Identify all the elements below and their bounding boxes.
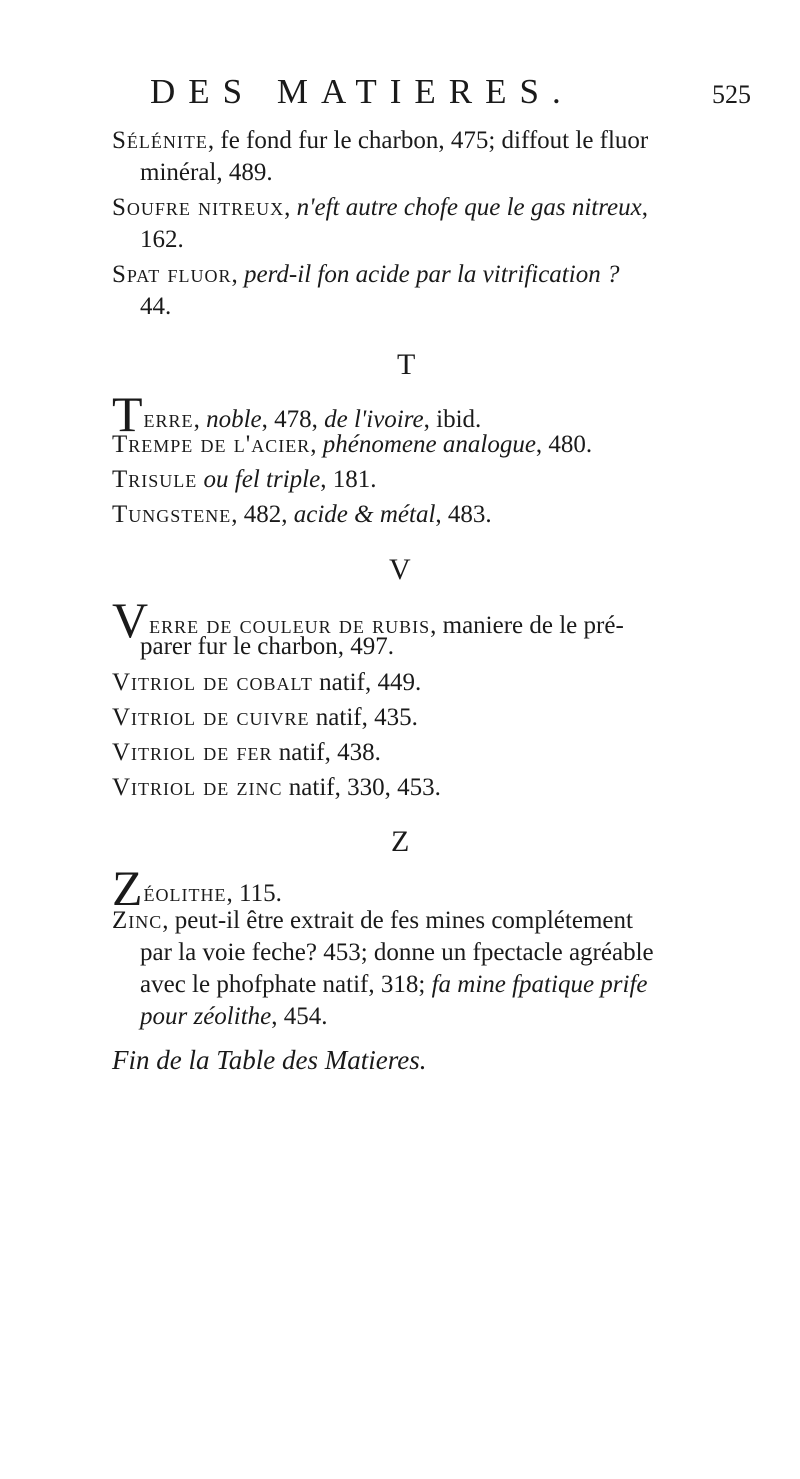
- entry-head: Vitriol de zinc: [112, 774, 283, 801]
- entry-text: ,: [284, 194, 297, 221]
- entry-head: Spat fluor: [112, 261, 232, 288]
- entry-text: , 478,: [261, 406, 325, 433]
- entry-italic: fa mine fpatique prife: [431, 971, 648, 998]
- entry-tail: , 480.: [535, 431, 593, 458]
- entry-head: Zinc: [112, 907, 163, 934]
- running-header: [0, 72, 800, 120]
- entry-head: Vitriol de fer: [112, 739, 273, 766]
- entry-italic: de l'ivoire: [324, 406, 424, 433]
- entry-italic: perd-il fon acide par la vitrification ?: [244, 261, 620, 288]
- index-entry-continuation: [140, 970, 648, 1000]
- page-number: 525: [712, 80, 751, 109]
- index-entry-continuation: [140, 632, 394, 662]
- end-of-table-note: Fin de la Table des Matieres.: [112, 1045, 427, 1075]
- index-entry-vitriol-zinc: [112, 773, 441, 803]
- entry-sep: , 482,: [231, 501, 294, 528]
- index-entry-vitriol-cuivre: [112, 703, 418, 733]
- header-title: DES MATIERES.: [150, 72, 574, 111]
- index-entry-terre: [112, 386, 482, 442]
- index-entry-spat-fluor: [112, 260, 619, 290]
- index-entry-vitriol-fer: [112, 738, 381, 768]
- entry-tail: , maniere de le pré-: [430, 612, 624, 639]
- index-entry-zeolithe: [112, 860, 282, 916]
- entry-text: par la voie feche? 453; donne un fpectacle agréable: [140, 939, 654, 966]
- index-entry-tungstene: [112, 500, 492, 530]
- entry-text: 162.: [140, 226, 184, 253]
- entry-text: ,: [231, 261, 245, 288]
- entry-head: Trempe de l'acier: [112, 431, 311, 458]
- entry-italic: n'eft autre chofe que le gas nitreux: [296, 194, 642, 221]
- index-entry-zinc: [112, 906, 633, 936]
- entry-head: Soufre nitreux: [112, 194, 285, 221]
- index-entry-trisule: [112, 465, 376, 495]
- entry-text: , fe fond fur le charbon, 475; diffout le fluor: [207, 127, 649, 154]
- entry-head: erre: [143, 406, 194, 433]
- entry-head: Tungstene: [112, 501, 232, 528]
- index-entry-continuation: [140, 938, 654, 968]
- drop-cap: V: [112, 592, 149, 648]
- drop-cap: Z: [112, 860, 143, 916]
- entry-head: Vitriol de cuivre: [112, 704, 310, 731]
- entry-italic: ou fel triple: [203, 466, 321, 493]
- entry-text: minéral, 489.: [140, 159, 273, 186]
- entry-text: avec le phofphate natif, 318;: [140, 971, 432, 998]
- entry-text: parer fur le charbon, 497.: [140, 633, 395, 660]
- entry-tail: , 483.: [435, 501, 492, 528]
- entry-text: 44.: [140, 293, 172, 320]
- entry-tail: natif, 438.: [272, 739, 381, 766]
- entry-tail: natif, 449.: [312, 669, 422, 696]
- entry-tail: , 454.: [271, 1003, 328, 1030]
- entry-italic: pour zéolithe: [140, 1003, 272, 1030]
- entry-head: erre de couleur de rubis: [149, 612, 431, 639]
- entry-tail: ,: [641, 194, 648, 221]
- section-letter-v: V: [389, 553, 411, 586]
- entry-head: Sélénite: [112, 127, 208, 154]
- entry-sep: ,: [310, 431, 323, 458]
- index-entry-continuation: [140, 1002, 328, 1032]
- entry-sep: ,: [193, 406, 207, 433]
- index-entry-continuation: [140, 292, 171, 322]
- entry-tail: , 181.: [320, 466, 377, 493]
- index-entry-selenite: [112, 126, 648, 156]
- entry-head: éolithe: [143, 880, 227, 907]
- drop-cap: T: [112, 386, 143, 442]
- index-entry-continuation: [140, 158, 273, 188]
- section-letter-t: T: [397, 348, 416, 381]
- entry-italic: phénomene analogue: [322, 431, 536, 458]
- section-letter-z: Z: [391, 825, 410, 858]
- entry-tail: , 115.: [226, 880, 282, 907]
- entry-head: Vitriol de cobalt: [112, 669, 313, 696]
- entry-text: , peut-il être extrait de fes mines complétement: [162, 907, 633, 934]
- index-entry-soufre-nitreux: [112, 193, 648, 223]
- entry-italic: noble: [206, 406, 262, 433]
- entry-italic: acide & métal: [293, 501, 436, 528]
- entry-tail: natif, 435.: [309, 704, 418, 731]
- index-entry-continuation: [140, 225, 184, 255]
- index-entry-trempe: [112, 430, 592, 460]
- entry-tail: natif, 330, 453.: [282, 774, 441, 801]
- entry-tail: , ibid.: [423, 406, 482, 433]
- entry-head: Trisule: [112, 466, 198, 493]
- index-entry-vitriol-cobalt: [112, 668, 421, 698]
